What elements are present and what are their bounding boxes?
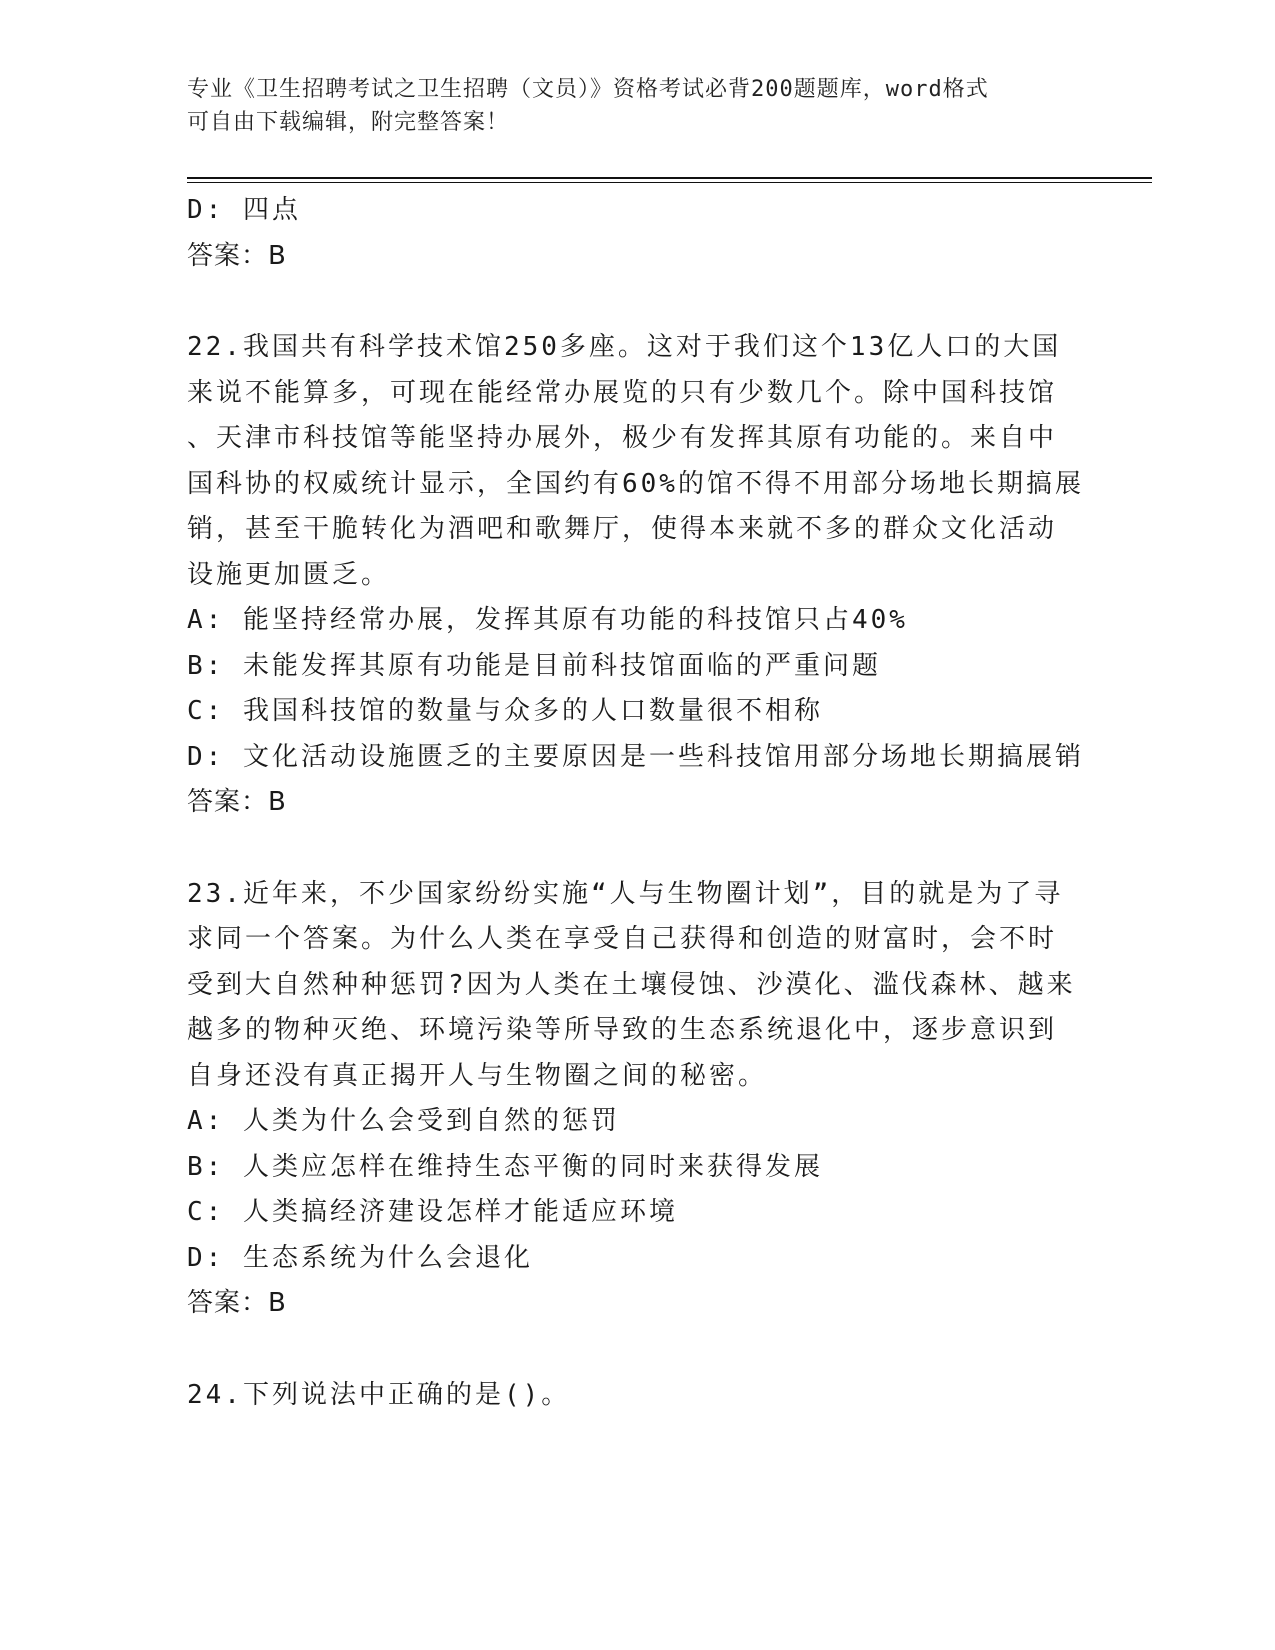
header-line-2: 可自由下载编辑，附完整答案！ [187, 110, 510, 135]
q23-option-d: D: 生态系统为什么会退化 [187, 1242, 533, 1273]
q23-stem-line: 23.近年来，不少国家纷纷实施“人与生物圈计划”，目的就是为了寻 [187, 878, 1064, 909]
question-22 [187, 325, 1087, 826]
q22-stem-line: 、天津市科技馆等能坚持办展外，极少有发挥其原有功能的。来自中 [187, 423, 1058, 453]
q23-option-a: A: 人类为什么会受到自然的惩罚 [187, 1106, 620, 1136]
q22-option-b: B: 未能发挥其原有功能是目前科技馆面临的严重问题 [187, 650, 881, 681]
q23-option-c: C: 人类搞经济建设怎样才能适应环境 [187, 1197, 678, 1227]
prev-answer: 答案：B [187, 240, 287, 271]
question-24 [187, 1373, 1087, 1419]
q23-answer: 答案：B [187, 1288, 287, 1318]
q22-stem-line: 设施更加匮乏。 [187, 559, 391, 590]
q22-stem-line: 来说不能算多，可现在能经常办展览的只有少数几个。除中国科技馆 [187, 377, 1058, 408]
q22-stem-line: 国科协的权威统计显示，全国约有60%的馆不得不用部分场地长期搞展 [187, 468, 1084, 499]
q23-stem-line: 越多的物种灭绝、环境污染等所导致的生态系统退化中，逐步意识到 [187, 1015, 1058, 1045]
q24-stem-line: 24.下列说法中正确的是()。 [187, 1379, 571, 1410]
q22-stem-line: 销，甚至干脆转化为酒吧和歌舞厅，使得本来就不多的群众文化活动 [187, 514, 1058, 544]
q22-answer: 答案：B [187, 787, 287, 817]
q22-option-a: A: 能坚持经常办展，发挥其原有功能的科技馆只占40% [187, 605, 908, 635]
q23-stem-line: 受到大自然种种惩罚?因为人类在土壤侵蚀、沙漠化、滥伐森林、越来 [187, 969, 1076, 1000]
q23-option-b: B: 人类应怎样在维持生态平衡的同时来获得发展 [187, 1151, 823, 1182]
spacer [187, 1327, 1087, 1373]
header-divider [187, 177, 1152, 183]
spacer [187, 279, 1087, 325]
q23-stem-line: 求同一个答案。为什么人类在享受自己获得和创造的财富时，会不时 [187, 924, 1058, 954]
question-content [187, 188, 1087, 1418]
q22-stem-line: 22.我国共有科学技术馆250多座。这对于我们这个13亿人口的大国 [187, 332, 1062, 362]
q22-option-d: D: 文化活动设施匮乏的主要原因是一些科技馆用部分场地长期搞展销 [187, 741, 1084, 772]
header-line-1: 专业《卫生招聘考试之卫生招聘（文员）》资格考试必背200题题库，word格式 [187, 77, 989, 102]
page-header [187, 73, 1067, 139]
q23-stem-line: 自身还没有真正揭开人与生物圈之间的秘密。 [187, 1060, 768, 1091]
prev-option-d: D: 四点 [187, 195, 301, 225]
question-23 [187, 872, 1087, 1327]
q22-option-c: C: 我国科技馆的数量与众多的人口数量很不相称 [187, 696, 823, 726]
spacer [187, 826, 1087, 872]
